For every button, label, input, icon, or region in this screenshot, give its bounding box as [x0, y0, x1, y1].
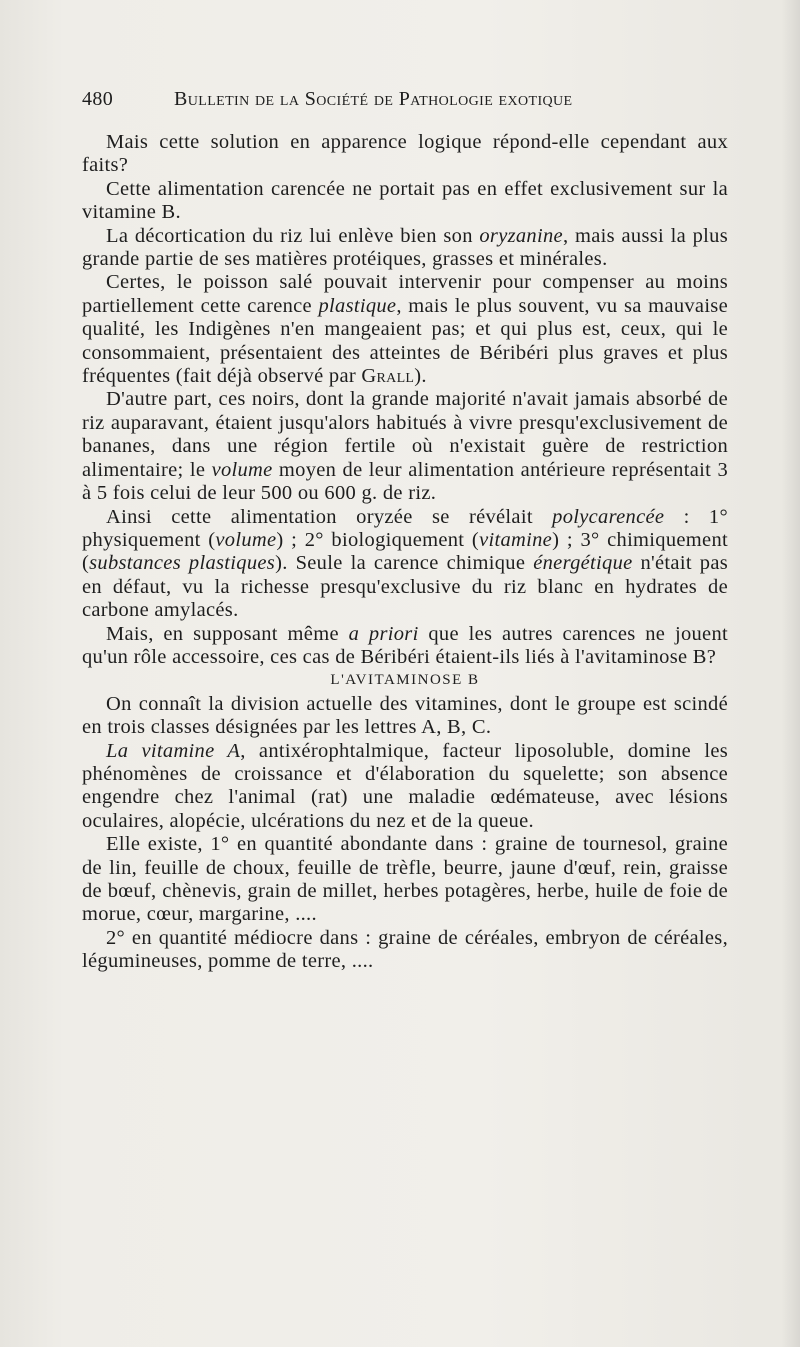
section-title: L'AVITAMINOSE B	[330, 672, 480, 689]
paragraph: 2° en quantité médiocre dans : graine de céréales, embryon de céréales, légumineuses, pomme de terre, ....	[82, 926, 728, 973]
paragraph: Ainsi cette alimentation oryzée se révélait polycarencée : 1° physiquement (volume) ; 2° biologiquement (vitamine) ; 3° chimiquement (substances plastiques). Seule la carence chimique énergétique n'était pas en défaut, vu la richesse presqu'exclusive du riz blanc en hydrates de carbone amylacés.	[82, 505, 728, 622]
paragraph: On connaît la division actuelle des vitamines, dont le groupe est scindé en trois classes désignées par les lettres A, B, C.	[82, 692, 728, 739]
page-gutter-shadow	[782, 0, 800, 1347]
paragraph: Mais, en supposant même a priori que les autres carences ne jouent qu'un rôle accessoire, ces cas de Béribéri étaient-ils liés à l'avitaminose B?	[82, 622, 729, 668]
paragraph: Certes, le poisson salé pouvait intervenir pour compenser au moins partiellement cette carence plastique, mais le plus souvent, vu sa mauvaise qualité, les Indigènes n'en mangeaient pas; et qui plus est, ceux, qui le consommaient, présentaient des atteintes de Béribéri plus graves et plus fréquentes (fait déjà observé par Grall).	[82, 271, 728, 388]
paragraph: D'autre part, ces noirs, dont la grande majorité n'avait jamais absorbé de riz auparavant, étaient jusqu'alors habitués à vivre presqu'exclusivement de bananes, dans une région fertile où n'existait guère de restriction alimentaire; le volume moyen de leur alimentation antérieure représentait 3 à 5 fois celui de leur 500 ou 600 g. de riz.	[82, 388, 728, 505]
paragraph: Elle existe, 1° en quantité abondante dans : graine de tournesol, graine de lin, feuille de choux, feuille de trèfle, beurre, jaune d'œuf, rein, graisse de bœuf, chènevis, grain de millet, herbes potagères, herbe, huile de foie de morue, cœur, margarine, ....	[82, 833, 728, 926]
page-number: 480	[82, 88, 114, 110]
author-name: Grall	[361, 365, 415, 388]
paragraph: Mais cette solution en apparence logique répond-elle cependant aux faits?	[82, 131, 728, 177]
paragraph: Cette alimentation carencée ne portait pas en effet exclusivement sur la vitamine B.	[82, 177, 728, 224]
running-title: Bulletin de la Société de Pathologie exotique	[174, 88, 573, 110]
body-text	[82, 131, 728, 974]
paragraph: La vitamine A, antixérophtalmique, facteur liposoluble, domine les phénomènes de croissance et d'élaboration du squelette; son absence engendre chez l'animal (rat) une maladie œdémateuse, avec lésions oculaires, alopécie, ulcérations du nez et de la queue.	[82, 739, 729, 832]
paragraph: La décortication du riz lui enlève bien son oryzanine, mais aussi la plus grande partie de ses matières protéiques, grasses et minérales.	[82, 224, 729, 271]
page-header	[82, 88, 702, 118]
